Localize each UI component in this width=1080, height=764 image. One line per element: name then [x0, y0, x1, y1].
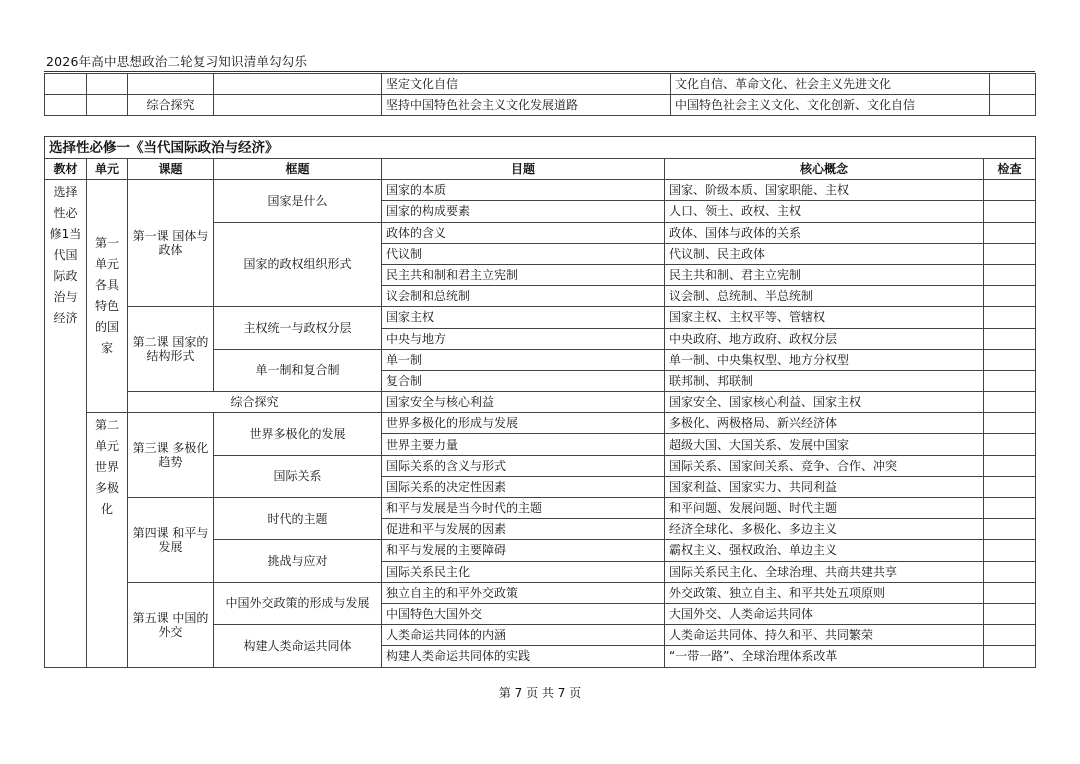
goal-cell: 政体的含义: [382, 222, 665, 243]
check-cell[interactable]: [984, 201, 1036, 222]
table-cell: [45, 74, 87, 95]
check-cell[interactable]: [984, 370, 1036, 391]
table-row: [45, 74, 1036, 95]
check-cell[interactable]: [984, 307, 1036, 328]
goal-cell: 中央与地方: [382, 328, 665, 349]
header-concepts: 核心概念: [665, 159, 984, 180]
goal-cell: 世界多极化的形成与发展: [382, 413, 665, 434]
goal-cell: 坚持中国特色社会主义文化发展道路: [382, 95, 671, 116]
topic-cell: [214, 95, 382, 116]
unit-cell: 第二单元世界多极化: [87, 413, 128, 667]
section-title: 选择性必修一《当代国际政治与经济》: [45, 137, 1036, 159]
lesson-cell: 第五课 中国的外交: [128, 582, 214, 667]
concept-cell: 多极化、两极格局、新兴经济体: [665, 413, 984, 434]
header-textbook: 教材: [45, 159, 87, 180]
goal-cell: 国际关系的决定性因素: [382, 476, 665, 497]
goal-cell: 坚定文化自信: [382, 74, 671, 95]
frame-cell: 国家是什么: [214, 180, 382, 222]
check-cell[interactable]: [984, 561, 1036, 582]
page-header-title: 2026年高中思想政治二轮复习知识清单勾勾乐: [46, 54, 308, 69]
check-cell[interactable]: [984, 540, 1036, 561]
table-row: [45, 413, 1036, 434]
concept-cell: 文化自信、革命文化、社会主义先进文化: [671, 74, 990, 95]
frame-cell: 主权统一与政权分层: [214, 307, 382, 349]
frame-cell: 单一制和复合制: [214, 349, 382, 391]
goal-cell: 国际关系民主化: [382, 561, 665, 582]
table-row: [45, 180, 1036, 201]
goal-cell: 国际关系的含义与形式: [382, 455, 665, 476]
goal-cell: 促进和平与发展的因素: [382, 519, 665, 540]
goal-cell: 国家主权: [382, 307, 665, 328]
concept-cell: 国家利益、国家实力、共同利益: [665, 476, 984, 497]
goal-cell: 国家安全与核心利益: [382, 392, 665, 413]
check-cell[interactable]: [984, 286, 1036, 307]
lesson-cell: 第二课 国家的结构形式: [128, 307, 214, 392]
concept-cell: 代议制、民主政体: [665, 243, 984, 264]
section-title-row: [45, 137, 1036, 159]
concept-cell: 国际关系、国家间关系、竞争、合作、冲突: [665, 455, 984, 476]
check-cell[interactable]: [984, 582, 1036, 603]
check-cell[interactable]: [990, 95, 1036, 116]
check-cell[interactable]: [984, 413, 1036, 434]
check-cell[interactable]: [984, 392, 1036, 413]
concept-cell: 人口、领土、政权、主权: [665, 201, 984, 222]
header-lesson: 课题: [128, 159, 214, 180]
table-row: [45, 498, 1036, 519]
header-row: [45, 159, 1036, 180]
check-cell[interactable]: [984, 264, 1036, 285]
check-cell[interactable]: [984, 434, 1036, 455]
table-row: [45, 392, 1036, 413]
goal-cell: 人类命运共同体的内涵: [382, 625, 665, 646]
check-cell[interactable]: [984, 349, 1036, 370]
topic-cell: [214, 74, 382, 95]
previous-section-table: [44, 73, 1036, 116]
check-cell[interactable]: [984, 180, 1036, 201]
goal-cell: 国家的构成要素: [382, 201, 665, 222]
goal-cell: 民主共和制和君主立宪制: [382, 264, 665, 285]
frame-cell: 时代的主题: [214, 498, 382, 540]
concept-cell: 国家安全、国家核心利益、国家主权: [665, 392, 984, 413]
knowledge-checklist-table: [44, 136, 1036, 668]
concept-cell: 经济全球化、多极化、多边主义: [665, 519, 984, 540]
concept-cell: 联邦制、邦联制: [665, 370, 984, 391]
page-number: 第 7 页 共 7 页: [498, 686, 582, 700]
concept-cell: 中央政府、地方政府、政权分层: [665, 328, 984, 349]
check-cell[interactable]: [984, 328, 1036, 349]
goal-cell: 和平与发展是当今时代的主题: [382, 498, 665, 519]
concept-cell: 政体、国体与政体的关系: [665, 222, 984, 243]
table-cell: [45, 95, 87, 116]
unit-cell: 第一单元各具特色的国家: [87, 180, 128, 413]
header-check: 检查: [984, 159, 1036, 180]
concept-cell: “一带一路”、全球治理体系改革: [665, 646, 984, 667]
check-cell[interactable]: [984, 476, 1036, 497]
header-frame: 框题: [214, 159, 382, 180]
page-footer: [0, 684, 1080, 701]
concept-cell: 人类命运共同体、持久和平、共同繁荣: [665, 625, 984, 646]
table-row: [45, 307, 1036, 328]
goal-cell: 国家的本质: [382, 180, 665, 201]
concept-cell: 和平问题、发展问题、时代主题: [665, 498, 984, 519]
table-row: [45, 582, 1036, 603]
table-row: [45, 95, 1036, 116]
goal-cell: 单一制: [382, 349, 665, 370]
goal-cell: 复合制: [382, 370, 665, 391]
concept-cell: 单一制、中央集权型、地方分权型: [665, 349, 984, 370]
header-divider: [44, 71, 1035, 72]
check-cell[interactable]: [984, 243, 1036, 264]
lesson-cell: 第一课 国体与政体: [128, 180, 214, 307]
check-cell[interactable]: [984, 625, 1036, 646]
goal-cell: 构建人类命运共同体的实践: [382, 646, 665, 667]
check-cell[interactable]: [984, 519, 1036, 540]
check-cell[interactable]: [984, 646, 1036, 667]
frame-cell: 国家的政权组织形式: [214, 222, 382, 307]
goal-cell: 世界主要力量: [382, 434, 665, 455]
frame-cell: 国际关系: [214, 455, 382, 497]
concept-cell: 国家、阶级本质、国家职能、主权: [665, 180, 984, 201]
check-cell[interactable]: [984, 455, 1036, 476]
concept-cell: 议会制、总统制、半总统制: [665, 286, 984, 307]
header-unit: 单元: [87, 159, 128, 180]
frame-cell: 中国外交政策的形成与发展: [214, 582, 382, 624]
goal-cell: 独立自主的和平外交政策: [382, 582, 665, 603]
concept-cell: 霸权主义、强权政治、单边主义: [665, 540, 984, 561]
lesson-cell: 第三课 多极化趋势: [128, 413, 214, 498]
concept-cell: 中国特色社会主义文化、文化创新、文化自信: [671, 95, 990, 116]
check-cell[interactable]: [984, 603, 1036, 624]
lesson-cell: 第四课 和平与发展: [128, 498, 214, 583]
lesson-cell: 综合探究: [128, 392, 382, 413]
goal-cell: 中国特色大国外交: [382, 603, 665, 624]
concept-cell: 外交政策、独立自主、和平共处五项原则: [665, 582, 984, 603]
check-cell[interactable]: [984, 222, 1036, 243]
concept-cell: 民主共和制、君主立宪制: [665, 264, 984, 285]
header-goal: 目题: [382, 159, 665, 180]
table-cell: [87, 74, 128, 95]
concept-cell: 国家主权、主权平等、管辖权: [665, 307, 984, 328]
check-cell[interactable]: [984, 498, 1036, 519]
goal-cell: 和平与发展的主要障碍: [382, 540, 665, 561]
check-cell[interactable]: [990, 74, 1036, 95]
frame-cell: 挑战与应对: [214, 540, 382, 582]
textbook-cell: 选择性必修1当代国际政治与经济: [45, 180, 87, 667]
frame-cell: 构建人类命运共同体: [214, 625, 382, 667]
table-cell: [87, 95, 128, 116]
lesson-cell: [128, 74, 214, 95]
concept-cell: 大国外交、人类命运共同体: [665, 603, 984, 624]
concept-cell: 超级大国、大国关系、发展中国家: [665, 434, 984, 455]
goal-cell: 议会制和总统制: [382, 286, 665, 307]
goal-cell: 代议制: [382, 243, 665, 264]
frame-cell: 世界多极化的发展: [214, 413, 382, 455]
lesson-cell: 综合探究: [128, 95, 214, 116]
concept-cell: 国际关系民主化、全球治理、共商共建共享: [665, 561, 984, 582]
